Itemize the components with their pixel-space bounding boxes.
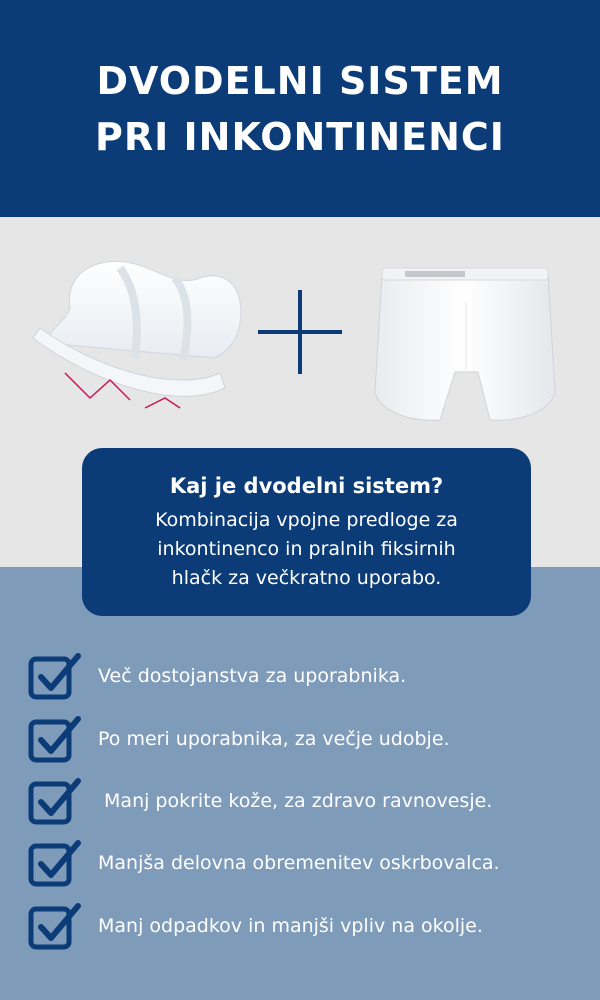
benefit-label: Manj pokrite kože, za zdravo ravnovesje. bbox=[98, 790, 493, 812]
benefit-label: Manj odpadkov in manjši vpliv na okolje. bbox=[98, 915, 483, 937]
info-card-body-line-2: inkontinenco in pralnih fiksirnih bbox=[157, 538, 456, 560]
page-title-line-1: DVODELNI SISTEM bbox=[96, 58, 504, 103]
info-card-title: Kaj je dvodelni sistem? bbox=[169, 474, 444, 498]
benefit-label: Manjša delovna obremenitev oskrbovalca. bbox=[98, 852, 500, 874]
incontinence-pad-icon bbox=[25, 248, 250, 418]
benefit-label: Več dostojanstva za uporabnika. bbox=[98, 665, 407, 687]
fixation-pants-icon bbox=[370, 262, 560, 427]
info-card bbox=[82, 448, 531, 616]
benefits-band bbox=[0, 567, 600, 1000]
page-title-line-2: PRI INKONTINENCI bbox=[95, 114, 505, 159]
info-card-body bbox=[82, 506, 531, 593]
info-card-body-line-1: Kombinacija vpojne predloge za bbox=[155, 509, 458, 531]
info-card-body-line-3: hlačk za večkratno uporabo. bbox=[171, 567, 442, 589]
header-banner bbox=[0, 0, 600, 217]
plus-icon bbox=[258, 290, 342, 374]
benefit-label: Po meri uporabnika, za večje udobje. bbox=[98, 728, 450, 750]
